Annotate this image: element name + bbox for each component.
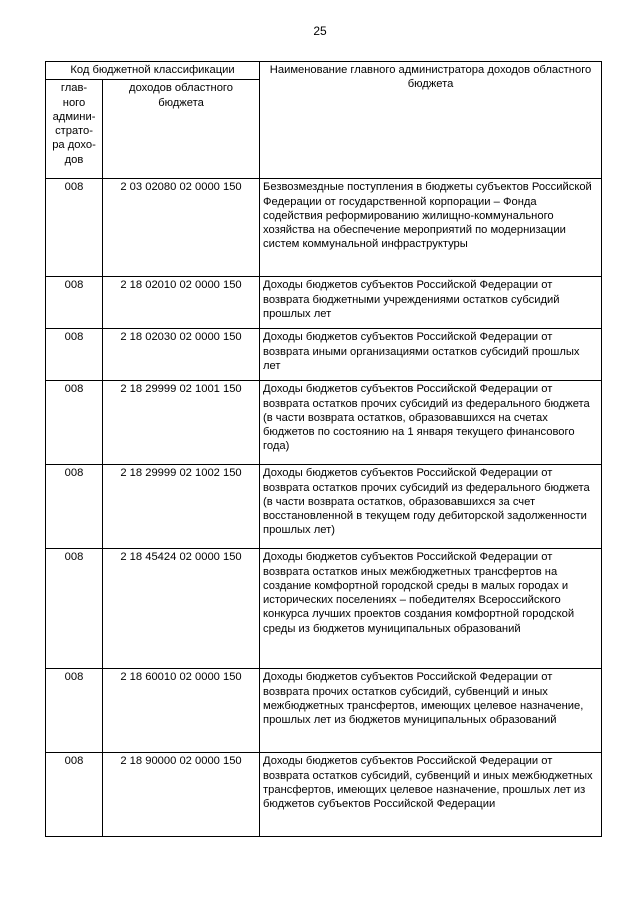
admin-code-cell: 008 [46,549,103,669]
table-row [46,669,602,753]
table-row [46,753,602,837]
header-administrator-name: Наименование главного администратора доходов областного бюджета [260,62,602,179]
income-name-cell: Безвозмездные поступления в бюджеты субъектов Российской Федерации от государственной корпорации – Фонда содействия реформированию жилищно-коммунального хозяйства на обеспечение мероприятий по модернизации систем коммунальной инфраструктуры [260,179,602,277]
table-row [46,381,602,465]
table-row [46,329,602,381]
income-code-cell: 2 03 02080 02 0000 150 [103,179,260,277]
admin-code-cell: 008 [46,465,103,549]
admin-code-cell: 008 [46,179,103,277]
admin-code-cell: 008 [46,277,103,329]
income-code-cell: 2 18 29999 02 1002 150 [103,465,260,549]
income-code-cell: 2 18 29999 02 1001 150 [103,381,260,465]
income-code-cell: 2 18 02030 02 0000 150 [103,329,260,381]
header-regional-budget-income: доходов областного бюджета [103,80,260,179]
income-name-cell: Доходы бюджетов субъектов Российской Федерации от возврата остатков прочих субсидий из федерального бюджета (в части возврата остатков, образовавшихся за счет восстановленной в текущем году дебиторской задолженности прошлых лет) [260,465,602,549]
header-chief-administrator-text: глав- ного админи- страто- ра дохо- дов [52,82,96,166]
table-row [46,277,602,329]
income-code-cell: 2 18 02010 02 0000 150 [103,277,260,329]
income-name-cell: Доходы бюджетов субъектов Российской Федерации от возврата иными организациями остатков субсидий прошлых лет [260,329,602,381]
income-name-cell: Доходы бюджетов субъектов Российской Федерации от возврата прочих остатков субсидий, субвенций и иных межбюджетных трансфертов, имеющих целевое назначение, прошлых лет из бюджетов муниципальных образований [260,669,602,753]
admin-code-cell: 008 [46,753,103,837]
header-budget-classification-code: Код бюджетной классификации [46,62,260,80]
income-code-cell: 2 18 60010 02 0000 150 [103,669,260,753]
table-row [46,465,602,549]
page-number: 25 [313,24,327,38]
table-row [46,179,602,277]
income-name-cell: Доходы бюджетов субъектов Российской Федерации от возврата остатков субсидий, субвенций и иных межбюджетных трансфертов, имеющих целевое назначение, прошлых лет из бюджетов субъектов Российской Федерации [260,753,602,837]
income-name-cell: Доходы бюджетов субъектов Российской Федерации от возврата остатков иных межбюджетных трансфертов на создание комфортной городской среды в малых городах и исторических поселениях – победителях Всероссийского конкурса лучших проектов создания комфортной городской среды из бюджетов муниципальных образований [260,549,602,669]
table-row [46,549,602,669]
income-code-cell: 2 18 90000 02 0000 150 [103,753,260,837]
admin-code-cell: 008 [46,669,103,753]
header-chief-administrator [46,80,103,179]
income-name-cell: Доходы бюджетов субъектов Российской Федерации от возврата остатков прочих субсидий из федерального бюджета (в части возврата остатков, образовавшихся на счетах бюджетов по состоянию на 1 января текущего финансового года) [260,381,602,465]
table-header-row-group [46,62,602,80]
income-code-cell: 2 18 45424 02 0000 150 [103,549,260,669]
admin-code-cell: 008 [46,329,103,381]
budget-classification-table [45,61,602,837]
income-name-cell: Доходы бюджетов субъектов Российской Федерации от возврата бюджетными учреждениями остатков субсидий прошлых лет [260,277,602,329]
admin-code-cell: 008 [46,381,103,465]
